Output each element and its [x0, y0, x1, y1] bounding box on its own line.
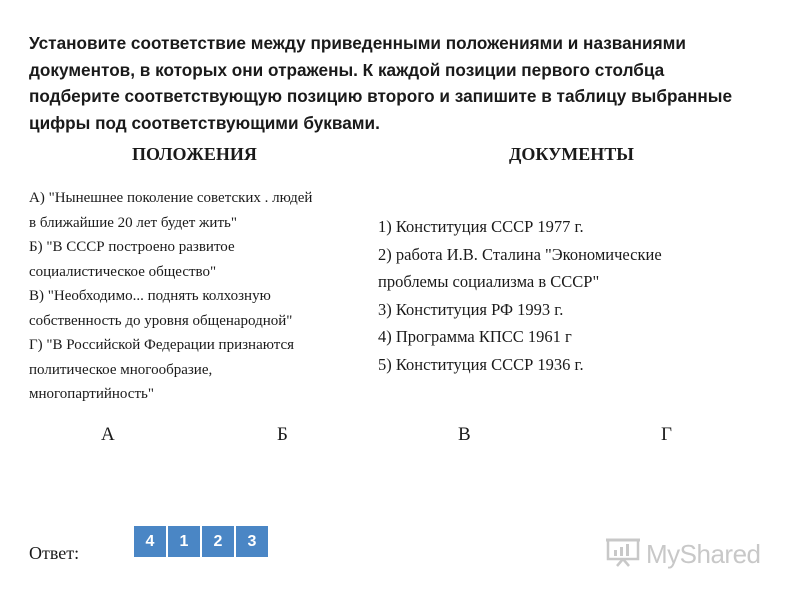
task-line: цифры под соответствующими буквами. — [29, 112, 380, 133]
document-line: 4) Программа КПСС 1961 г — [378, 327, 572, 346]
answer-cell: 3 — [236, 526, 268, 557]
answer-cell: 2 — [202, 526, 234, 557]
documents-header: ДОКУМЕНТЫ — [509, 144, 634, 164]
positions-header: ПОЛОЖЕНИЯ — [132, 144, 257, 164]
documents-list — [378, 213, 662, 378]
position-line: в ближайшие 20 лет будет жить" — [29, 214, 237, 231]
document-line: 2) работа И.В. Сталина "Экономические — [378, 244, 662, 264]
document-line: 3) Конституция РФ 1993 г. — [378, 299, 564, 319]
answer-label: Ответ: — [29, 543, 80, 563]
position-line: Г) "В Российской Федерации признаются — [29, 337, 295, 353]
answer-cell: 1 — [168, 526, 200, 557]
letter-a: А — [101, 424, 115, 445]
task-text — [29, 30, 774, 136]
position-line: Б) "В СССР построено развитое — [29, 239, 235, 255]
myshared-logo — [606, 537, 761, 572]
positions-list — [29, 186, 312, 407]
position-line: политическое многообразие, — [29, 361, 213, 378]
document-line: 5) Конституция СССР 1936 г. — [378, 354, 584, 374]
answer-cells — [134, 526, 270, 557]
task-line: подберите соответствующую позицию второго и запишите в таблицу выбранные — [29, 86, 733, 106]
position-line: социалистическое общество" — [29, 263, 217, 280]
answer-cell: 4 — [134, 526, 166, 557]
task-line: документов, в которых они отражены. К каждой позиции первого столбца — [29, 59, 665, 80]
position-line: А) "Нынешнее поколение советских . людей — [29, 190, 313, 206]
document-line: 1) Конституция СССР 1977 г. — [378, 217, 584, 236]
letter-v: В — [458, 424, 471, 445]
logo-text: MyShared — [646, 539, 761, 569]
position-line: В) "Необходимо... поднять колхозную — [29, 288, 271, 304]
document-line: проблемы социализма в СССР" — [378, 272, 600, 291]
position-line: многопартийность" — [29, 386, 154, 402]
position-line: собственность до уровня общенародной" — [29, 312, 293, 329]
task-line: Установите соответствие между приведенными положениями и названиями — [29, 33, 686, 53]
letter-g: Г — [661, 424, 672, 445]
letter-b: Б — [277, 424, 288, 445]
presentation-board-icon — [606, 537, 640, 572]
